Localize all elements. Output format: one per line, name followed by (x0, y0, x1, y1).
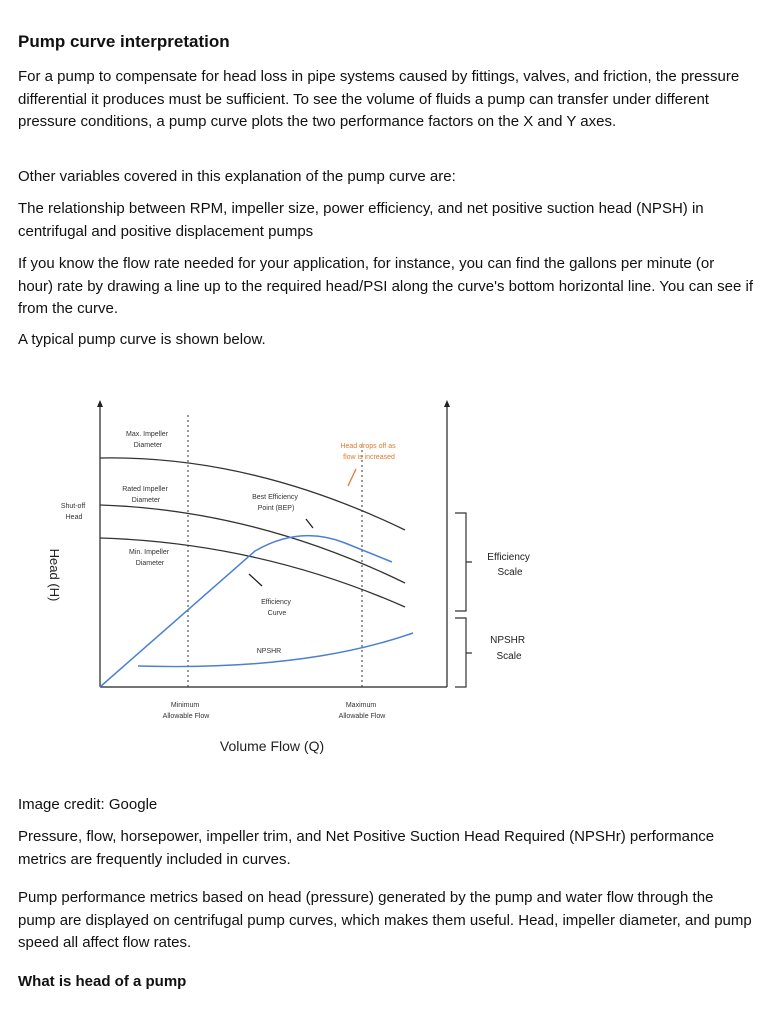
typical-curve-paragraph: A typical pump curve is shown below. (18, 331, 266, 348)
page-title: Pump curve interpretation (18, 32, 230, 51)
bep-pointer (306, 519, 313, 528)
bep-label: Best Efficiency Point (BEP) (252, 494, 298, 512)
y-axis-label: Head (H) (47, 548, 62, 602)
image-credit: Image credit: Google (18, 796, 158, 813)
efficiency-curve-label: Efficiency Curve (261, 599, 291, 617)
metrics-paragraph: Pressure, flow, horsepower, impeller trim, and Net Positive Suction Head Required (NPSHr) performance metrics are frequently included in curves. (18, 828, 715, 868)
npshr-scale-label: NPSHR Scale (490, 635, 526, 662)
npshr-label: NPSHR (256, 648, 282, 655)
min-flow-label: Minimum Allowable Flow (162, 702, 210, 720)
shutoff-head-label: Shut-off Head (60, 503, 86, 521)
relationship-paragraph: The relationship between RPM, impeller size, power efficiency, and net positive suction head (NPSH) in centrifugal and positive displacement pumps (18, 200, 704, 240)
npshr-scale-bracket (455, 618, 472, 687)
y-axis-arrow (97, 400, 103, 407)
max-flow-label: Maximum Allowable Flow (338, 702, 386, 720)
max-impeller-label: Max. Impeller Diameter (126, 431, 169, 449)
rated-impeller-label: Rated Impeller Diameter (122, 486, 168, 504)
rated-impeller-curve (100, 505, 405, 583)
efficiency-pointer (249, 574, 262, 586)
centrifugal-paragraph: Pump performance metrics based on head (pressure) generated by the pump and water flow through the pump are displayed on centrifugal pump curves, which makes them useful. Head, impeller diameter, and pump speed all affect flow rates. (18, 889, 752, 951)
pump-curve-figure (0, 385, 768, 765)
efficiency-scale-bracket (455, 513, 472, 611)
min-impeller-label: Min. Impeller Diameter (128, 549, 170, 567)
head-drops-label: Head drops off as flow is increased (340, 443, 396, 461)
flow-rate-paragraph: If you know the flow rate needed for your application, for instance, you can find the gallons per minute (or hour) rate by drawing a line up to the required head/PSI along the curve's bottom horizontal line. You can see if from the curve. (18, 255, 753, 317)
right-axis-arrow (444, 400, 450, 407)
head-drops-pointer (348, 469, 356, 486)
intro-paragraph: For a pump to compensate for head loss in pipe systems caused by fittings, valves, and friction, the pressure differential it produces must be sufficient. To see the volume of fluids a pump can transfer under different pressure conditions, a pump curve plots the two performance factors on the X and Y axes. (18, 68, 740, 130)
x-axis-label: Volume Flow (Q) (219, 738, 325, 754)
efficiency-scale-label: Efficiency Scale (487, 552, 530, 578)
section-heading-head: What is head of a pump (18, 973, 187, 990)
variables-paragraph: Other variables covered in this explanation of the pump curve are: (18, 168, 456, 185)
